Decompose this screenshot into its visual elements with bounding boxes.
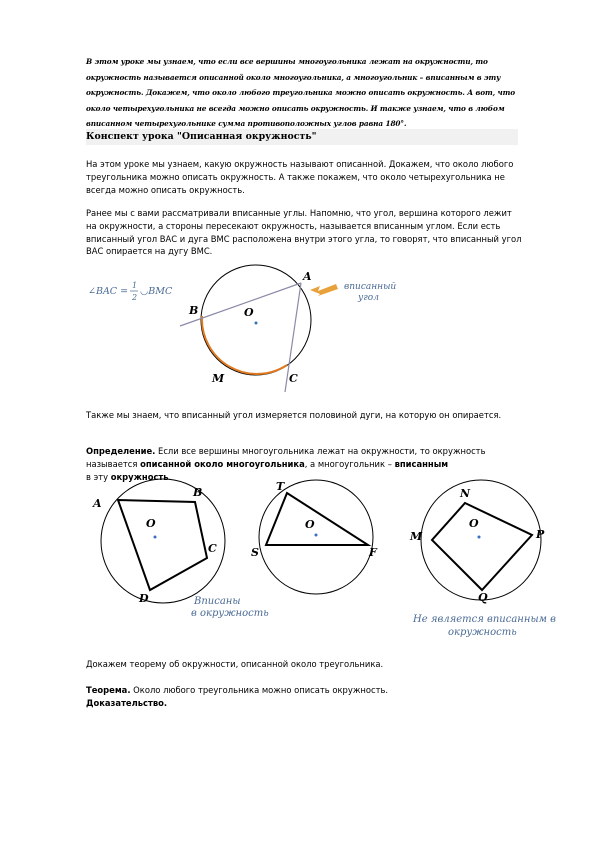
center-point [255,322,258,325]
label-o4: O [469,517,479,530]
label-f: F [369,546,377,559]
paragraph-theorem: Теорема. Около любого треугольника можно описать окружность. [86,685,389,695]
formula-left: ∠BAC = [88,286,129,297]
formula-numerator: 1 [132,281,138,290]
label-o2: O [146,517,156,530]
caption-not-inscribed-1: Не является вписанным в [413,614,556,625]
caption-inscribed-1: Вписаны [194,596,241,607]
definition-label: Определение. [86,446,156,456]
circle-2 [101,479,225,603]
figure-inscribed-triangle [251,480,378,594]
formula-denominator: 2 [132,293,138,302]
triangle-tsf [266,493,368,545]
label-o3: O [305,518,315,531]
figure-inscribed-quadrilateral [92,479,225,605]
formula-right: ◡BMC [140,286,173,297]
paragraph-inscribed-angle: Ранее мы с вами рассматривали вписанные углы. Напомню, что угол, вершина которого лежит на окружности, а стороны пересекают окружность, называется вписанным углом. Если есть вписанный угол ВАС и дуга ВМС расположена внутри этого угла, то говорят, что вписанный угол ВАС опирается на дугу ВМС. [86,208,522,257]
label-d2: D [139,592,149,605]
arc-bmc [202,316,287,374]
intro-paragraph: В этом уроке мы узнаем, что если все вершины многоугольника лежат на окружности, то окружность называется описанной около многоугольника, а многоугольник – вписанным в эту окружность. Докажем, что около любого треугольника можно описать окружность. А вот, что около четырехугольника не всегда можно описать окружность. И также узнаем, что в любом вписанном четырехугольнике сумма противоположных углов равна 180°. [86,57,515,129]
paragraph-angle-measure: Также мы знаем, что вписанный угол измеряется половиной дуги, на которую он опирается. [86,410,502,420]
label-b2: B [193,486,203,499]
theorem-label: Теорема. [86,685,131,695]
paragraph-intro: На этом уроке мы узнаем, какую окружность называют описанной. Докажем, что около любого треугольника можно описать окружность. А также покажем, что около четырехугольника не всегда можно описать окружность. [86,159,514,195]
figure-not-inscribed [409,480,545,604]
label-c2: C [208,542,217,555]
label-p: P [536,528,545,541]
quadrilateral-abcd [118,500,207,590]
arrow-icon [310,284,338,296]
caption-not-inscribed-2: окружность [448,627,517,638]
caption-inscribed-2: в окружность [191,608,269,619]
label-s: S [251,546,259,559]
label-t: T [276,480,285,493]
label-q: Q [478,591,488,604]
note-line2: угол [358,293,379,303]
proof-label: Доказательство. [86,698,168,708]
label-a: A [303,270,312,283]
paragraph-theorem-intro: Докажем теорему об окружности, описанной около треугольника. [86,659,384,669]
quadrilateral-nmpq [432,503,532,590]
paragraph-definition: Определение. Если все вершины многоугольника лежат на окружности, то окружность называется описанной около многоугольника, а многоугольник – вписанным в эту окружность. [86,446,486,482]
label-b: B [189,304,199,317]
label-o: O [244,306,254,319]
label-m: M [212,372,225,385]
label-n: N [460,487,471,500]
circle-4 [421,480,541,600]
lesson-heading: Конспект урока "Описанная окружность" [86,131,317,142]
label-m4: M [410,530,423,543]
note-line1: вписанный [344,282,397,292]
label-c: C [289,372,298,385]
label-a2: A [93,497,102,510]
figure-inscribed-angle [88,265,396,392]
